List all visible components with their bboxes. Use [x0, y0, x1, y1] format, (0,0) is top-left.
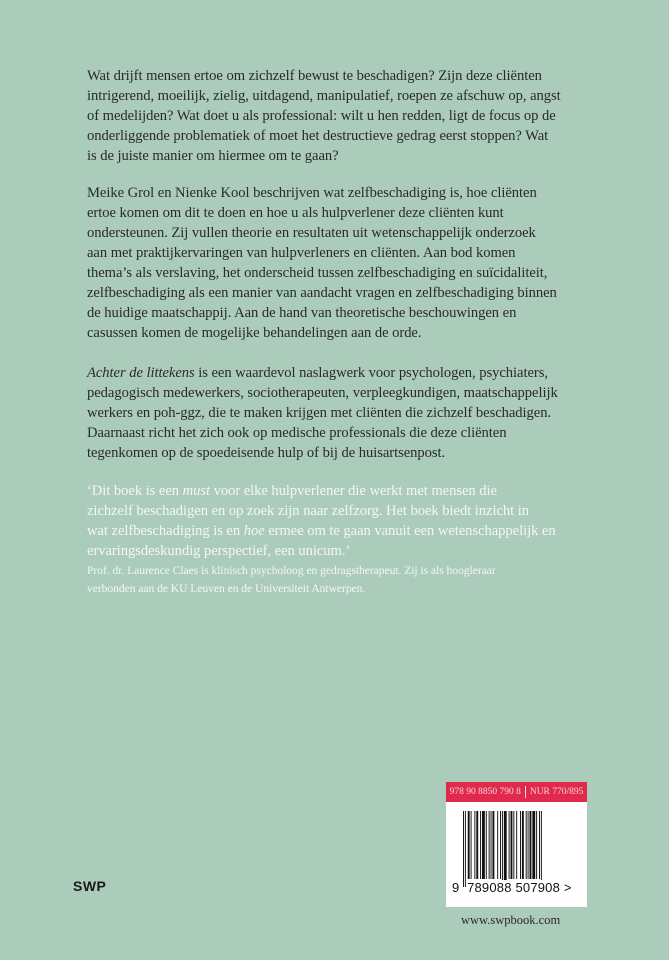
text-line: zichzelf beschadigen en op zoek zijn naar zelfzorg. Het boek biedt inzicht in	[87, 503, 530, 519]
text-line: onderliggende problematiek of moet het destructieve gedrag eerst stoppen? Wat	[87, 128, 549, 144]
barcode-bar	[476, 811, 478, 879]
isbn-barcode	[446, 782, 587, 907]
barcode-bar	[522, 811, 524, 879]
text-line: verbonden aan de KU Leuven en de Universiteit Antwerpen.	[87, 582, 366, 595]
text-line: zelfbeschadiging als een manier van aandacht vragen en zelfbeschadiging binnen	[87, 285, 557, 301]
text-line: is de juiste manier om hiermee om te gaan?	[87, 148, 339, 164]
text-line: thema’s als verslaving, het onderscheid tussen zelfbeschadiging en suïcidaliteit,	[87, 265, 548, 281]
barcode-digit-first: 9	[452, 880, 460, 895]
text-line: Meike Grol en Nienke Kool beschrijven wat zelfbeschadiging is, hoe cliënten	[87, 185, 537, 201]
barcode-bar	[480, 811, 481, 879]
text-line: werkers en poh-ggz, die te maken krijgen met cliënten die zichzelf beschadigen.	[87, 405, 552, 421]
barcode-bar	[492, 811, 494, 879]
divider	[525, 786, 526, 798]
text-segment: ermee om te gaan vanuit een wetenschappelijk en	[264, 523, 556, 539]
nur-code: NUR 770/895	[529, 787, 584, 797]
barcode-bar	[528, 811, 529, 879]
text-line: ondersteunen. Zij vullen theorie en resultaten uit wetenschappelijk onderzoek	[87, 225, 536, 241]
barcode-digits	[452, 880, 572, 895]
text-line: pedagogisch medewerkers, sociotherapeuten, verpleegkundigen, maatschappelijk	[87, 385, 558, 401]
barcode-bar	[532, 811, 535, 879]
barcode-bar	[511, 811, 513, 879]
text-line: of medelijden? Wat doet u als professional: wilt u hen redden, ligt de focus op de	[87, 108, 556, 124]
barcode-bar	[536, 811, 537, 879]
text-segment: wat zelfbeschadiging is en	[87, 523, 244, 539]
text-line: ervaringsdeskundig perspectief, een unicum.’	[87, 543, 351, 559]
barcode-bar	[491, 811, 492, 879]
barcode-bar	[463, 811, 464, 887]
barcode-bar	[504, 811, 507, 887]
blurb-paragraph-3	[87, 363, 627, 463]
text-line: Daarnaast richt het zich ook op medische professionals die deze cliënten	[87, 425, 507, 441]
text-line: casussen komen de mogelijke behandelingen aan de orde.	[87, 325, 422, 341]
barcode-bar	[520, 811, 521, 879]
emphasis: must	[182, 483, 210, 499]
blurb-paragraph-1	[87, 66, 627, 166]
text-line	[87, 363, 627, 383]
barcode-bar	[474, 811, 475, 879]
barcode-bar	[500, 811, 501, 879]
text-line: Prof. dr. Laurence Claes is klinisch psycholoog en gedragstherapeut. Zij is als hoogleraar	[87, 564, 496, 577]
barcode-bar	[530, 811, 532, 879]
text-line: aan met praktijkervaringen van hulpverleners en cliënten. Aan bod komen	[87, 245, 516, 261]
text-segment: ‘Dit boek is een	[87, 483, 183, 499]
text-line: Wat drijft mensen ertoe om zichzelf bewust te beschadigen? Zijn deze cliënten	[87, 68, 542, 84]
barcode-bar	[468, 811, 470, 879]
text-line: de huidige maatschappij. Aan de hand van theoretische beschouwingen en	[87, 305, 517, 321]
endorsement-quote	[87, 481, 627, 561]
quote-attribution	[87, 562, 627, 598]
text-line: tegenkomen op de spoedeisende hulp of bij de huisartsenpost.	[87, 445, 446, 461]
isbn-band	[446, 782, 587, 802]
barcode-bar	[526, 811, 527, 879]
barcode-bar	[502, 811, 503, 887]
barcode-bars	[463, 811, 570, 891]
emphasis: hoe	[243, 523, 265, 539]
barcode-digit-main: 789088 507908	[467, 880, 561, 895]
barcode-bar	[489, 811, 490, 879]
barcode-bar	[539, 811, 540, 879]
text-segment: is een waardevol naslagwerk voor psychologen, psychiaters,	[194, 365, 548, 381]
website-url: www.swpbook.com	[461, 913, 561, 927]
barcode-bar	[465, 811, 466, 887]
book-title: Achter de littekens	[87, 365, 195, 381]
isbn-number: 978 90 8850 790 8	[449, 787, 521, 797]
barcode-bar	[471, 811, 472, 879]
text-segment: voor elke hulpverlener die werkt met mensen die	[209, 483, 497, 499]
text-line	[87, 481, 627, 501]
barcode-end-marker: >	[563, 880, 572, 895]
barcode-bar	[541, 811, 542, 887]
barcode-bar	[513, 811, 514, 879]
text-line: intrigerend, moeilijk, zielig, uitdagend, manipulatief, roepen ze afschuw op, angst	[87, 88, 561, 104]
barcode-bar	[509, 811, 510, 879]
barcode-bar	[486, 811, 487, 879]
text-line	[87, 521, 627, 541]
barcode-bar	[497, 811, 498, 879]
blurb-paragraph-2	[87, 183, 627, 343]
text-line: ertoe komen om dit te doen en hoe u als hulpverlener deze cliënten kunt	[87, 205, 504, 221]
barcode-bar	[482, 811, 485, 879]
barcode-bar	[516, 811, 517, 879]
publisher-logo: SWP	[73, 878, 107, 894]
